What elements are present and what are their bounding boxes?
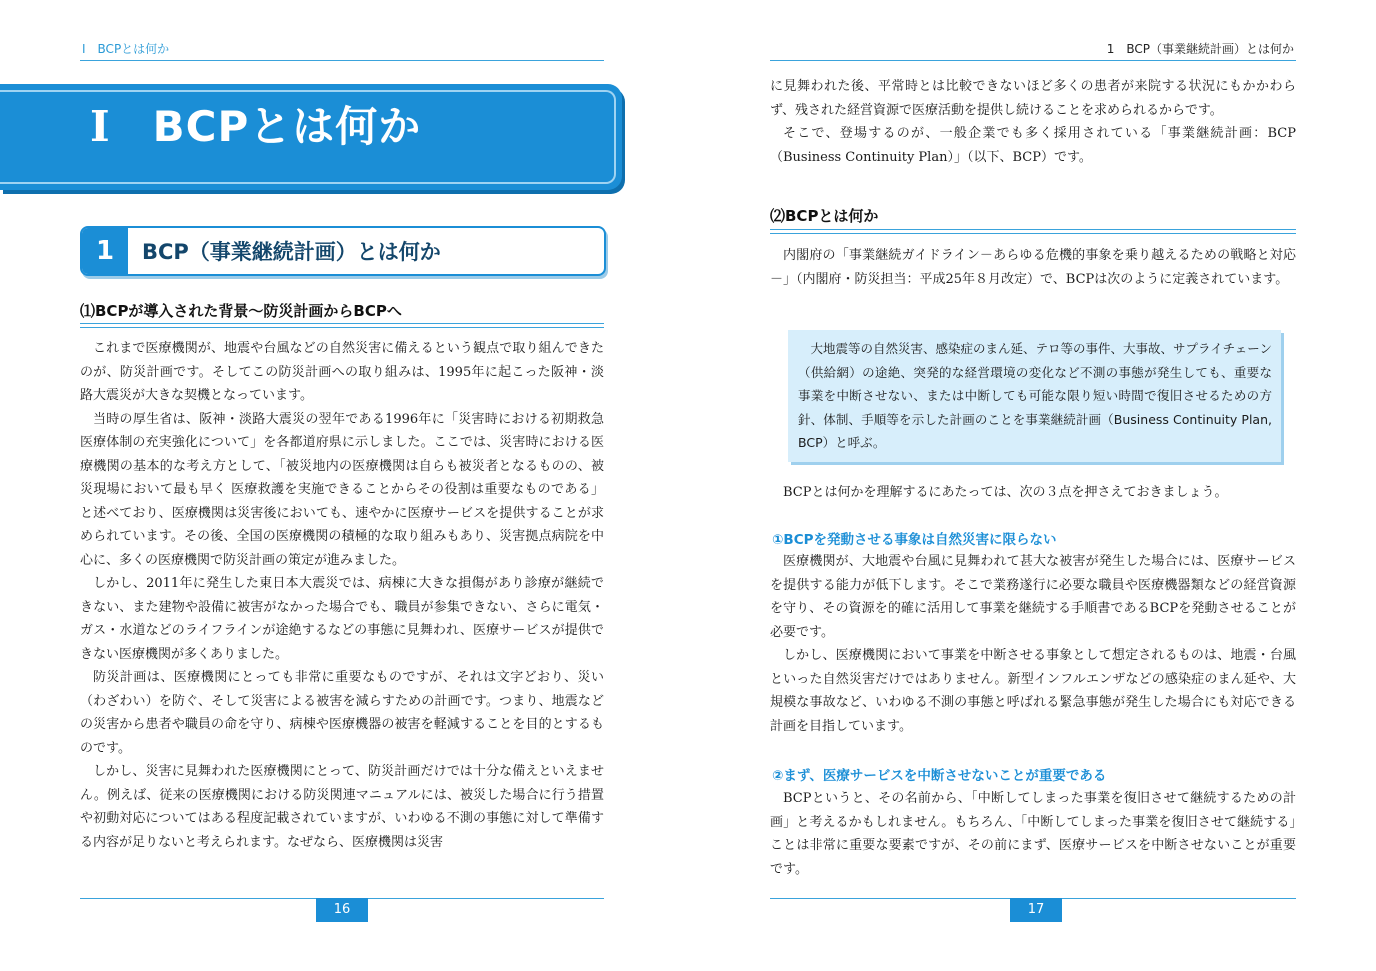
paragraph: そこで、登場するのが、一般企業でも多く採用されている「事業継続計画：BCP（Business Continuity Plan）」（以下、BCP）です。 <box>770 126 1296 165</box>
section-number: 1 <box>82 228 128 274</box>
page-number: 16 <box>316 898 368 922</box>
definition-quote <box>798 337 1272 455</box>
chapter-title <box>90 94 421 154</box>
subheading-1: ⑴BCPが導入された背景～防災計画からBCPへ <box>80 302 402 320</box>
point-1-text <box>770 550 1296 738</box>
paragraph: しかし、医療機関において事業を中断させる事象として想定されるものは、地震・台風といった自然災害だけではありません。新型インフルエンザなどの感染症のまん延や、大規模な事故など、いわゆる不測の事態と呼ばれる緊急事態が発生した場合にも対応できる計画を目指しています。 <box>770 648 1296 734</box>
subheading-rule <box>770 229 1296 234</box>
page-number: 17 <box>1010 898 1062 922</box>
intro-text <box>770 75 1296 169</box>
right-page <box>688 0 1376 971</box>
paragraph: 大地震等の自然災害、感染症のまん延、テロ等の事件、大事故、サプライチェーン（供給網）の途絶、突発的な経営環境の変化など不測の事態が発生しても、重要な事業を中断させない、または中断しても可能な限り短い時間で復旧させるための方針、体制、手順等を示した計画のことを事業継続計画（Business Continuity Plan, BCP）と呼ぶ。 <box>798 341 1273 450</box>
paragraph: BCPというと、その名前から、「中断してしまった事業を復旧させて継続するための計画」と考えるかもしれません。もちろん、「中断してしまった事業を復旧させて継続する」ことは非常に重要な要素ですが、その前にまず、医療サービスを中断させないことが重要です。 <box>770 791 1296 877</box>
running-head: I BCPとは何か <box>82 42 170 56</box>
paragraph: これまで医療機関が、地震や台風などの自然災害に備えるという観点で取り組んできたのが、防災計画です。そしてこの防災計画への取り組みは、1995年に起こった阪神・淡路大震災が大きな契機となっています。 <box>80 341 604 403</box>
subheading-rule <box>80 323 604 328</box>
running-head: 1 BCP（事業継続計画）とは何か <box>1106 42 1294 56</box>
paragraph: しかし、災害に見舞われた医療機関にとって、防災計画だけでは十分な備えといえません。例えば、従来の医療機関における防災関連マニュアルには、被災した場合に行う措置や初動対応についてはある程度記載されていますが、いわゆる不測の事態に対して準備する内容が足りないと考えられます。なぜなら、医療機関は災害 <box>80 764 604 850</box>
definition-intro <box>770 244 1296 291</box>
point-1-title: ①BCPを発動させる事象は自然災害に限らない <box>772 532 1057 548</box>
chapter-title-text: BCPとは何か <box>152 102 422 151</box>
lead-text <box>770 481 1296 505</box>
chapter-numeral: I <box>90 102 111 151</box>
point-2-text <box>770 787 1296 881</box>
paragraph: 医療機関が、大地震や台風に見舞われて甚大な被害が発生した場合には、医療サービスを提供する能力が低下します。そこで業務遂行に必要な職員や医療機器類などの経営資源を守り、その資源を的確に活用して事業を継続する手順書であるBCPを発動させることが必要です。 <box>770 554 1296 640</box>
point-2-title: ②まず、医療サービスを中断させないことが重要である <box>772 768 1107 784</box>
body-text <box>80 337 604 854</box>
header-rule <box>770 60 1296 61</box>
subheading-2: ⑵BCPとは何か <box>770 207 879 225</box>
section-title: BCP（事業継続計画）とは何か <box>142 240 441 264</box>
paragraph: BCPとは何かを理解するにあたっては、次の３点を押さえておきましょう。 <box>783 485 1228 500</box>
header-rule <box>80 60 604 61</box>
paragraph: 当時の厚生省は、阪神・淡路大震災の翌年である1996年に「災害時における初期救急医療体制の充実強化について」を各都道府県に示しました。ここでは、災害時における医療機関の基本的な考え方として、「被災地内の医療機関は自らも被災者となるものの、被災現場において最も早く 医療救護を実施できることからその役割は重要なものである」と述べており、医療機関は災害後においても、速やかに医療サービスを提供することが求められています。その後、全国の医療機関の積極的な取り組みもあり、災害拠点病院を中心に、多くの医療機関で防災計画の策定が進みました。 <box>80 411 604 568</box>
chapter-banner <box>0 84 622 190</box>
paragraph: に見舞われた後、平常時とは比較できないほど多くの患者が来院する状況にもかかわらず、残された経営資源で医療活動を提供し続けることを求められるからです。 <box>770 79 1296 118</box>
paragraph: 内閣府の「事業継続ガイドライン－あらゆる危機的事象を乗り越えるための戦略と対応－」（内閣府・防災担当：平成25年８月改定）で、BCPは次のように定義されています。 <box>770 248 1296 287</box>
section-heading <box>80 226 606 276</box>
paragraph: 防災計画は、医療機関にとっても非常に重要なものですが、それは文字どおり、災い（わざわい）を防ぐ、そして災害による被害を減らすための計画です。つまり、地震などの災害から患者や職員の命を守り、病棟や医療機器の被害を軽減することを目的とするものです。 <box>80 670 604 756</box>
paragraph: しかし、2011年に発生した東日本大震災では、病棟に大きな損傷があり診療が継続できない、また建物や設備に被害がなかった場合でも、職員が参集できない、さらに電気・ガス・水道などのライフラインが途絶するなどの事態に見舞われ、医療サービスが提供できない医療機関が多くありました。 <box>80 576 604 662</box>
definition-quote-box <box>788 330 1281 462</box>
